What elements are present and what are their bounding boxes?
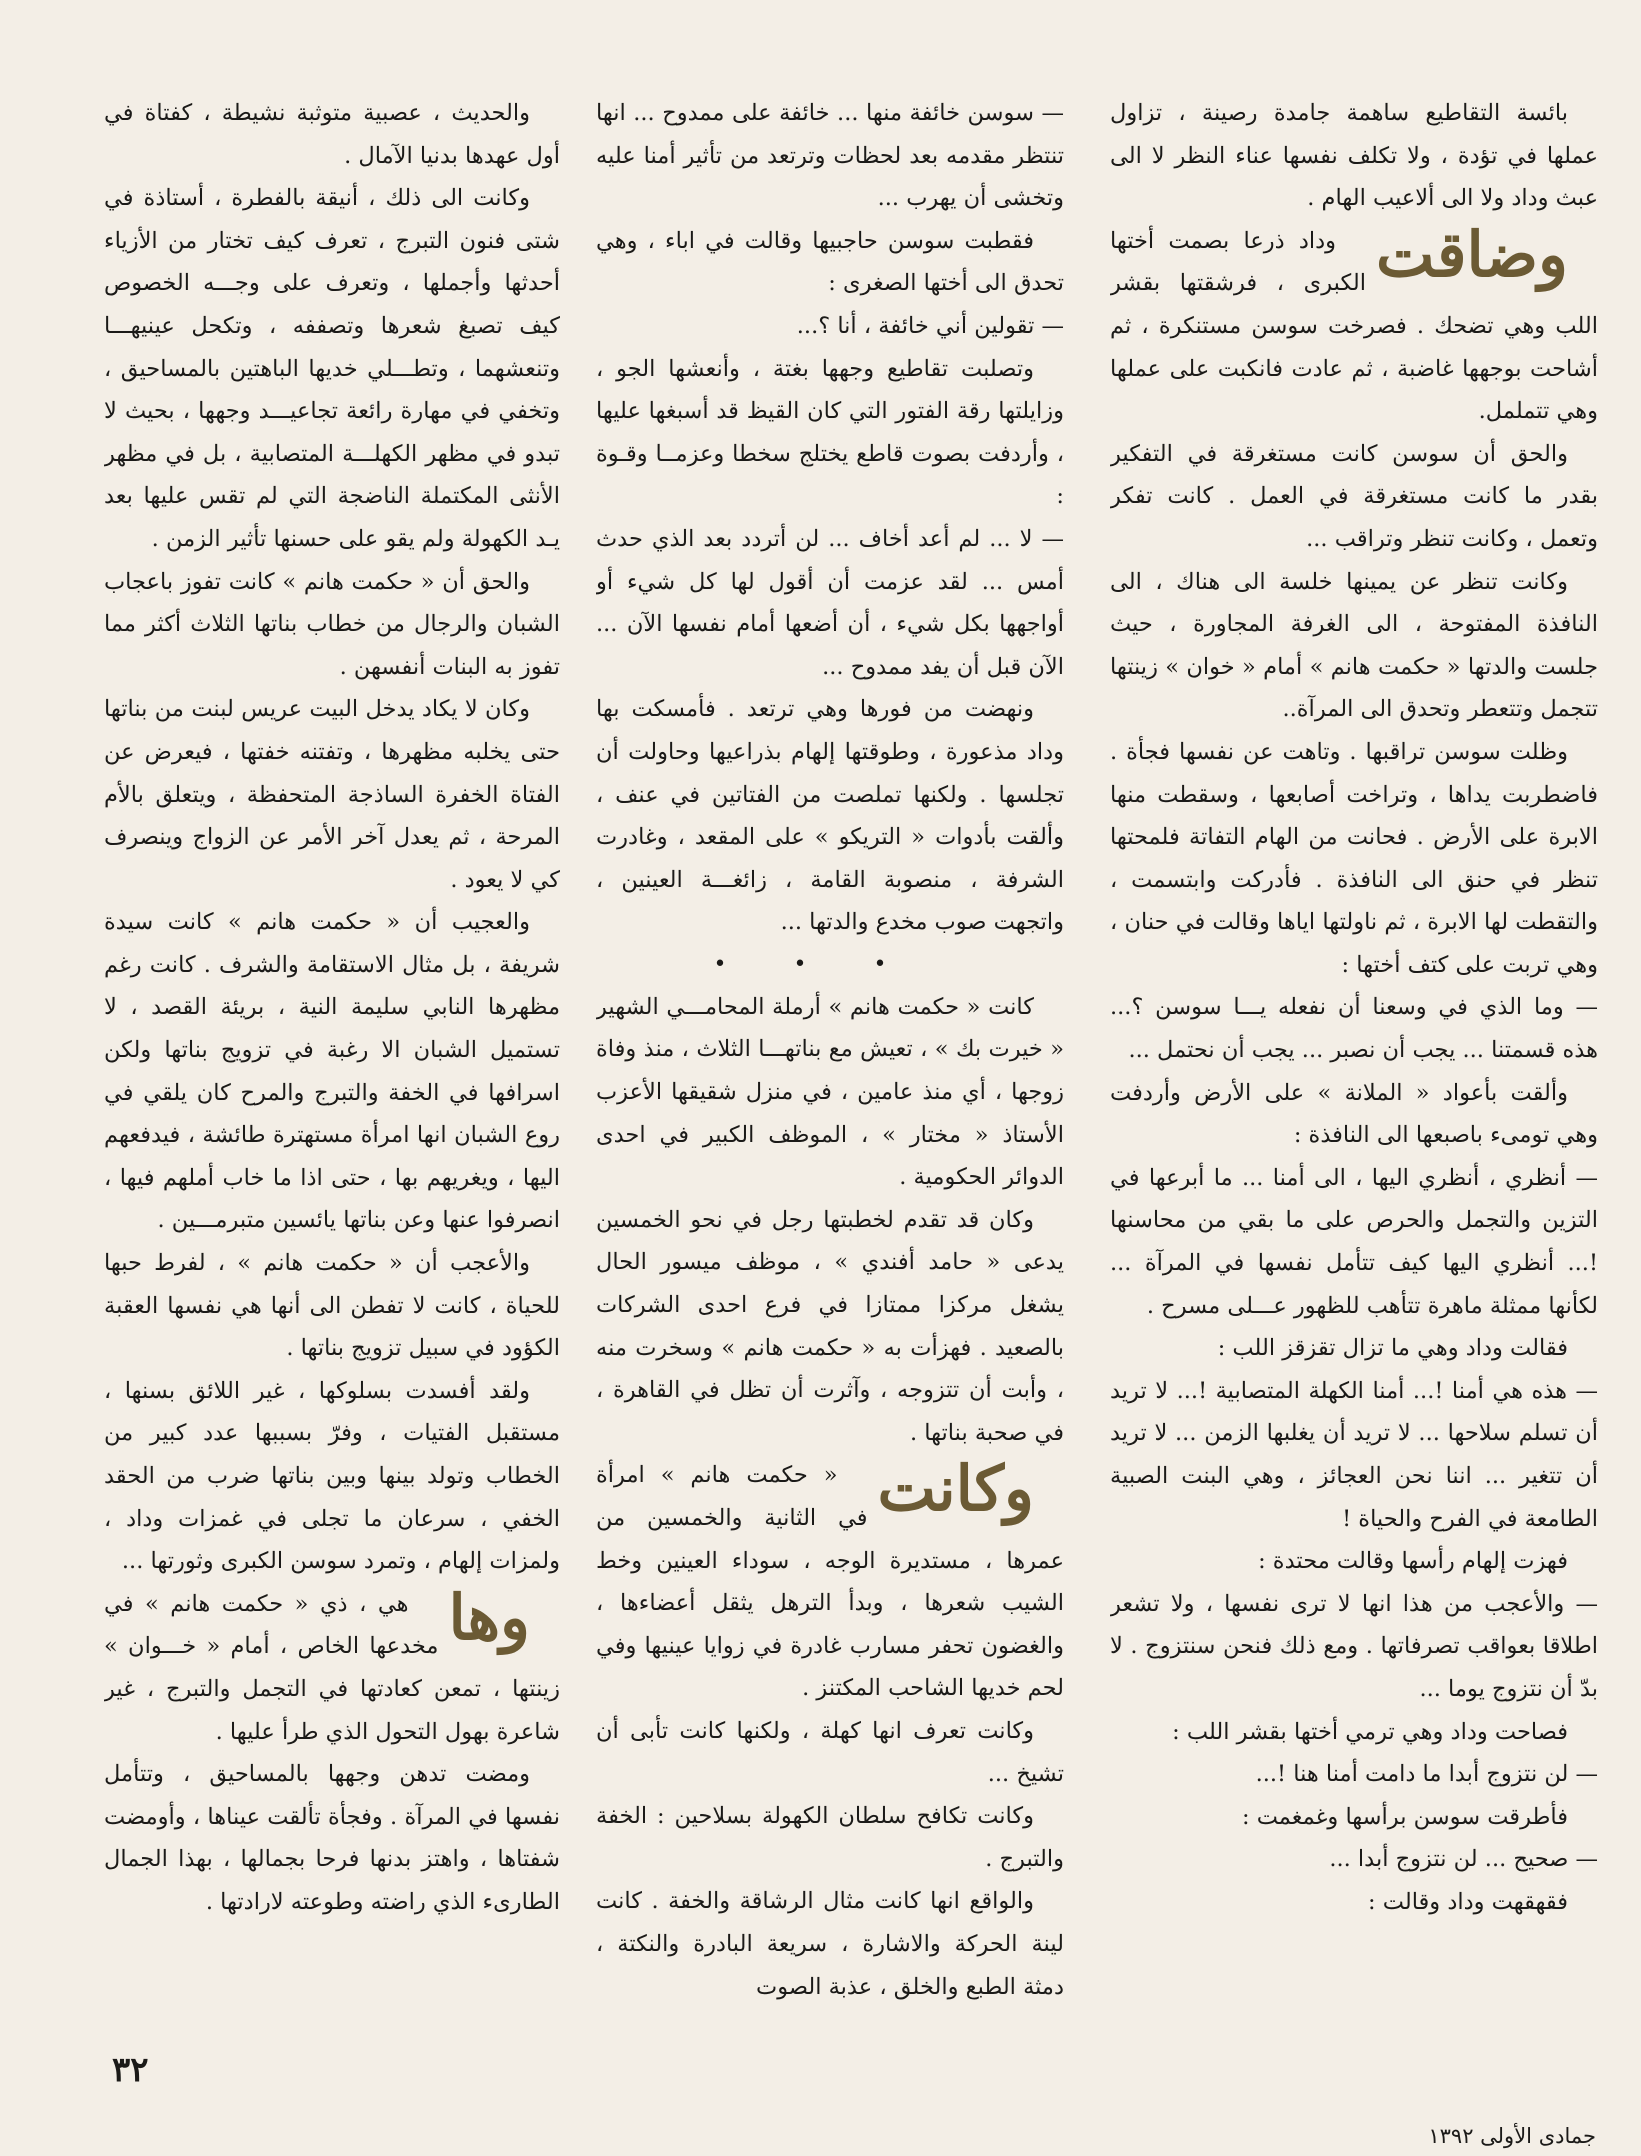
dialog-paragraph bbox=[1110, 1838, 1598, 1881]
dialog-paragraph bbox=[1110, 986, 1598, 1071]
paragraph-text: والحق أن سوسن كانت مستغرقة في التفكير بقدر ما كانت مستغرقة في العمل . كانت تفكر وتعمل ، وكانت تنظر وتراقب ... bbox=[1110, 440, 1598, 552]
paragraph-text: — سوسن خائفة منها ... خائفة على ممدوح ... انها تنتظر مقدمه بعد لحظات وترتعد من تأثير أمنا عليه وتخشى أن يهرب ... bbox=[596, 100, 1064, 212]
paragraph bbox=[1110, 92, 1598, 220]
paragraph-text: وألقت بأعواد « الملانة » على الأرض وأردفت وهي تومىء باصبعها الى النافذة : bbox=[1110, 1079, 1598, 1149]
paragraph-text: والواقع انها كانت مثال الرشاقة والخفة . كانت لينة الحركة والاشارة ، سريعة البادرة والنكتة ، دمثة الطبع والخلق ، عذبة الصوت bbox=[596, 1888, 1064, 2000]
paragraph bbox=[104, 1580, 560, 1753]
paragraph bbox=[1110, 1881, 1598, 1924]
paragraph-text: فأطرقت سوسن برأسها وغمغمت : bbox=[1241, 1803, 1568, 1830]
paragraph bbox=[104, 688, 560, 901]
text-column-middle bbox=[596, 92, 1064, 2022]
paragraph bbox=[1110, 561, 1598, 731]
paragraph-text: وظلت سوسن تراقبها . وتاهت عن نفسها فجأة . فاضطربت يداها ، وتراخت أصابعها ، وسقطت منها الابرة على الأرض . فحانت من الهام التفاتة فلمحتها تنظر في حنق الى النافذة . فأدركت وابتسمت ، والتقطت لها الابرة ، ثم ناولتها اياها وقالت في حنان ، وهي تربت على كتف أختها : bbox=[1110, 738, 1598, 978]
dropcap-word: وضاقت bbox=[1376, 217, 1568, 291]
paragraph bbox=[1110, 217, 1598, 433]
paragraph-text: فصاحت وداد وهي ترمي أختها بقشر اللب : bbox=[1172, 1718, 1568, 1745]
paragraph-text: وكان لا يكاد يدخل البيت عريس لبنت من بناتها حتى يخلبه مظهرها ، وتفتنه خفتها ، فيعرض عن الفتاة الخفرة الساذجة المتحفظة ، ويتعلق بالأم المرحة ، ثم يعدل آخر الأمر عن الزواج وينصرف كي لا يعود . bbox=[104, 696, 560, 893]
paragraph bbox=[104, 1753, 560, 1923]
paragraph-text: وكانت تعرف انها كهلة ، ولكنها كانت تأبى أن تشيخ ... bbox=[596, 1717, 1064, 1787]
paragraph bbox=[1110, 1711, 1598, 1754]
paragraph bbox=[104, 177, 560, 560]
paragraph-text: فهزت إلهام رأسها وقالت محتدة : bbox=[1258, 1548, 1568, 1575]
dialog-paragraph bbox=[596, 92, 1064, 220]
paragraph-text: وكان قد تقدم لخطبتها رجل في نحو الخمسين يدعى « حامد أفندي » ، موظف ميسور الحال يشغل مركزا ممتازا في فرع احدى الشركات بالصعيد . فهزأت به « حكمت هانم » وسخرت منه ، وأبت أن تتزوجه ، وآثرت أن تظل في القاهرة ، في صحبة بناتها . bbox=[596, 1206, 1064, 1446]
dialog-paragraph bbox=[1110, 1370, 1598, 1540]
paragraph bbox=[596, 1710, 1064, 1795]
text-column-left bbox=[104, 92, 560, 2032]
paragraph-text: فقطبت سوسن حاجبيها وقالت في اباء ، وهي تحدق الى أختها الصغرى : bbox=[596, 227, 1064, 297]
paragraph-text: — تقولين أني خائفة ، أنا ؟... bbox=[796, 312, 1064, 339]
paragraph bbox=[596, 1199, 1064, 1455]
paragraph bbox=[1110, 1072, 1598, 1157]
dialog-paragraph bbox=[1110, 1753, 1598, 1796]
paragraph bbox=[596, 1880, 1064, 2008]
paragraph-text: « حكمت هانم » امرأة في الثانية والخمسين من عمرها ، مستديرة الوجه ، سوداء العينين وخط الشيب شعرها ، وبدأ الترهل يثقل أعضاءها ، والغضون تحفر مسارب غادرة في زوايا عينيها وفي لحم خديها الشاحب المكتنز . bbox=[596, 1462, 1064, 1702]
paragraph-text: ونهضت من فورها وهي ترتعد . فأمسكت بها وداد مذعورة ، وطوقتها إلهام بذراعيها وحاولت أن تجلسها . ولكنها تملصت من الفتاتين في عنف ، وألقت بأدوات « التريكو » على المقعد ، وغادرت الشرفة ، منصوبة القامة ، زائغـــة العينين ، واتجهت صوب مخدع والدتها ... bbox=[596, 696, 1064, 936]
paragraph-text: والحق أن « حكمت هانم » كانت تفوز باعجاب الشبان والرجال من خطاب بناتها الثلاث أكثر مما تفوز به البنات أنفسهن . bbox=[104, 568, 560, 680]
paragraph-text: — صحيح ... لن نتزوج أبدا ... bbox=[1329, 1846, 1598, 1873]
paragraph-text: فقهقهت وداد وقالت : bbox=[1368, 1888, 1568, 1915]
issue-date: جمادى الأولى ١٣٩٢ bbox=[1428, 2124, 1596, 2148]
paragraph bbox=[104, 92, 560, 177]
paragraph-text: والأعجب أن « حكمت هانم » ، لفرط حبها للحياة ، كانت لا تفطن الى أنها هي نفسها العقبة الكؤود في سبيل تزويج بناتها . bbox=[104, 1250, 560, 1362]
paragraph bbox=[596, 688, 1064, 944]
paragraph bbox=[1110, 433, 1598, 561]
paragraph-text: هي ، ذي « حكمت هانم » في مخدعها الخاص ، أمام « خـــوان » زينتها ، تمعن كعادتها في التجمل والتبرج ، غير شاعرة بهول التحول الذي طرأ عليها . bbox=[104, 1590, 560, 1745]
paragraph-text: • • • bbox=[713, 951, 917, 977]
text-column-right bbox=[1110, 92, 1598, 2062]
paragraph-text: — لن نتزوج أبدا ما دامت أمنا هنا !... bbox=[1255, 1761, 1598, 1788]
paragraph-text: بائسة التقاطيع ساهمة جامدة رصينة ، تزاول عملها في تؤدة ، ولا تكلف نفسها عناء النظر لا الى عبث وداد ولا الى ألاعيب الهام . bbox=[1110, 100, 1598, 212]
paragraph-text: وتصلبت تقاطيع وجهها بغتة ، وأنعشها الجو ، وزايلتها رقة الفتور التي كان القيظ قد أسبغها عليها ، وأردفت بصوت قاطع يختلج سخطا وعزمــا وقـوة : bbox=[596, 355, 1064, 510]
dropcap-word: وكانت bbox=[877, 1452, 1034, 1526]
paragraph bbox=[104, 1370, 560, 1583]
paragraph-text: — هذه هي أمنا !... أمنا الكهلة المتصابية !... لا تريد أن تسلم سلاحها ... لا تريد أن يغلبها الزمن ... لا تريد أن تتغير ... اننا نحن العجائز ، وهي البنت الصبية الطامعة في الفرح والحياة ! bbox=[1110, 1377, 1598, 1532]
paragraph bbox=[596, 348, 1064, 518]
paragraph bbox=[104, 1242, 560, 1370]
paragraph-text: — أنظري ، أنظري اليها ، الى أمنا ... ما أبرعها في التزين والتجمل والحرص على ما بقي من محاسنها !... أنظري اليها كيف تتأمل نفسها في المرآة ... لكأنها ممثلة ماهرة تتأهب للظهور عـــلى مسرح . bbox=[1110, 1164, 1598, 1319]
paragraph bbox=[104, 561, 560, 689]
dialog-paragraph bbox=[596, 305, 1064, 348]
paragraph-text: والعجيب أن « حكمت هانم » كانت سيدة شريفة ، بل مثال الاستقامة والشرف . كانت رغم مظهرها النابي سليمة النية ، بريئة القصد ، لا تستميل الشبان الا رغبة في تزويج بناتها ولكن اسرافها في الخفة والتبرج والمرح كان يلقي في روع الشبان انها امرأة مستهترة طائشة ، فيدفعهم اليها ، ويغريهم بها ، حتى اذا ما خاب أملهم فيها ، انصرفوا عنها وعن بناتها يائسين متبرمـــين . bbox=[104, 909, 560, 1234]
paragraph-text: ومضت تدهن وجهها بالمساحيق ، وتتأمل نفسها في المرآة . وفجأة تألقت عيناها ، وأومضت شفتاها ، واهتز بدنها فرحا بجمالها ، بهذا الجمال الطارىء الذي راضته وطوعته لارادتها . bbox=[104, 1761, 560, 1915]
paragraph-text: وكانت الى ذلك ، أنيقة بالفطرة ، أستاذة في شتى فنون التبرج ، تعرف كيف تختار من الأزياء أحدثها وأجملها ، وتعرف على وجـــه الخصوص كيف تصبغ شعرها وتصففه ، وتكحل عينيهـــا وتنعشهما ، وتطـــلي خديها الباهتين بالمساحيق ، وتخفي في مهارة رائعة تجاعيـــد وجهها ، بحيث لا تبدو في مظهر الكهلـــة المتصابية ، بل في مظهر الأنثى المكتملة الناضجة التي لم تقس عليها بعد يـد الكهولة ولم يقو على حسنها تأثير الزمن . bbox=[104, 185, 560, 552]
paragraph bbox=[1110, 1796, 1598, 1839]
paragraph-text: والحديث ، عصبية متوثبة نشيطة ، كفتاة في أول عهدها بدنيا الآمال . bbox=[104, 100, 560, 169]
dropcap-word: وها bbox=[448, 1580, 530, 1654]
paragraph bbox=[104, 901, 560, 1242]
paragraph bbox=[596, 1795, 1064, 1880]
paragraph bbox=[1110, 1327, 1598, 1370]
paragraph bbox=[596, 220, 1064, 305]
paragraph bbox=[1110, 1540, 1598, 1583]
paragraph-text: كانت « حكمت هانم » أرملة المحامـــي الشهير « خيرت بك » ، تعيش مع بناتهـــا الثلاث ، منذ وفاة زوجها ، أي منذ عامين ، في منزل شقيقها الأعزب الأستاذ « مختار » ، الموظف الكبير في احدى الدوائر الحكومية . bbox=[596, 993, 1064, 1191]
paragraph-text: — وما الذي في وسعنا أن نفعله يـــا سوسن ؟... هذه قسمتنا ... يجب أن نصبر ... يجب أن نحتمل ... bbox=[1110, 994, 1598, 1064]
section-separator bbox=[596, 944, 1064, 986]
paragraph-text: — لا ... لم أعد أخاف ... لن أتردد بعد الذي حدث أمس ... لقد عزمت أن أقول لها كل شيء أو أواجهها بكل شيء ، أن أضعها أمام نفسها الآن ... الآن قبل أن يفد ممدوح ... bbox=[596, 525, 1064, 680]
paragraph-text: — والأعجب من هذا انها لا ترى نفسها ، ولا تشعر اطلاقا بعواقب تصرفاتها . ومع ذلك فنحن سنتزوج . لا بدّ أن نتزوج يوما ... bbox=[1110, 1590, 1598, 1702]
paragraph-text: وداد ذرعا بصمت أختها الكبرى ، فرشقتها بقشر اللب وهي تضحك . فصرخت سوسن مستنكرة ، ثم أشاحت بوجهها غاضبة ، ثم عادت فانكبت على عملها وهي تتململ. bbox=[1110, 227, 1598, 425]
dialog-paragraph bbox=[596, 518, 1064, 688]
paragraph bbox=[596, 986, 1064, 1199]
paragraph-text: وكانت تنظر عن يمينها خلسة الى هناك ، الى النافذة المفتوحة ، الى الغرفة المجاورة ، حيث جلست والدتها « حكمت هانم » أمام « خوان » زينتها تتجمل وتتعطر وتحدق الى المرآة.. bbox=[1110, 568, 1598, 723]
paragraph-text: وكانت تكافح سلطان الكهولة بسلاحين : الخفة والتبرج . bbox=[596, 1803, 1064, 1872]
paragraph bbox=[1110, 731, 1598, 987]
paragraph-text: فقالت وداد وهي ما تزال تقزقز اللب : bbox=[1217, 1335, 1568, 1362]
page-number: ٣٢ bbox=[112, 2050, 149, 2090]
paragraph-text: ولقد أفسدت بسلوكها ، غير اللائق بسنها ، مستقبل الفتيات ، وفرّ بسببها عدد كبير من الخطاب وتولد بينها وبين بناتها ضرب من الحقد الخفي ، سرعان ما تجلى في غمزات وداد ، ولمزات إلهام ، وتمرد سوسن الكبرى وثورتها ... bbox=[104, 1377, 560, 1575]
dialog-paragraph bbox=[1110, 1157, 1598, 1327]
paragraph bbox=[596, 1454, 1064, 1710]
dialog-paragraph bbox=[1110, 1583, 1598, 1711]
